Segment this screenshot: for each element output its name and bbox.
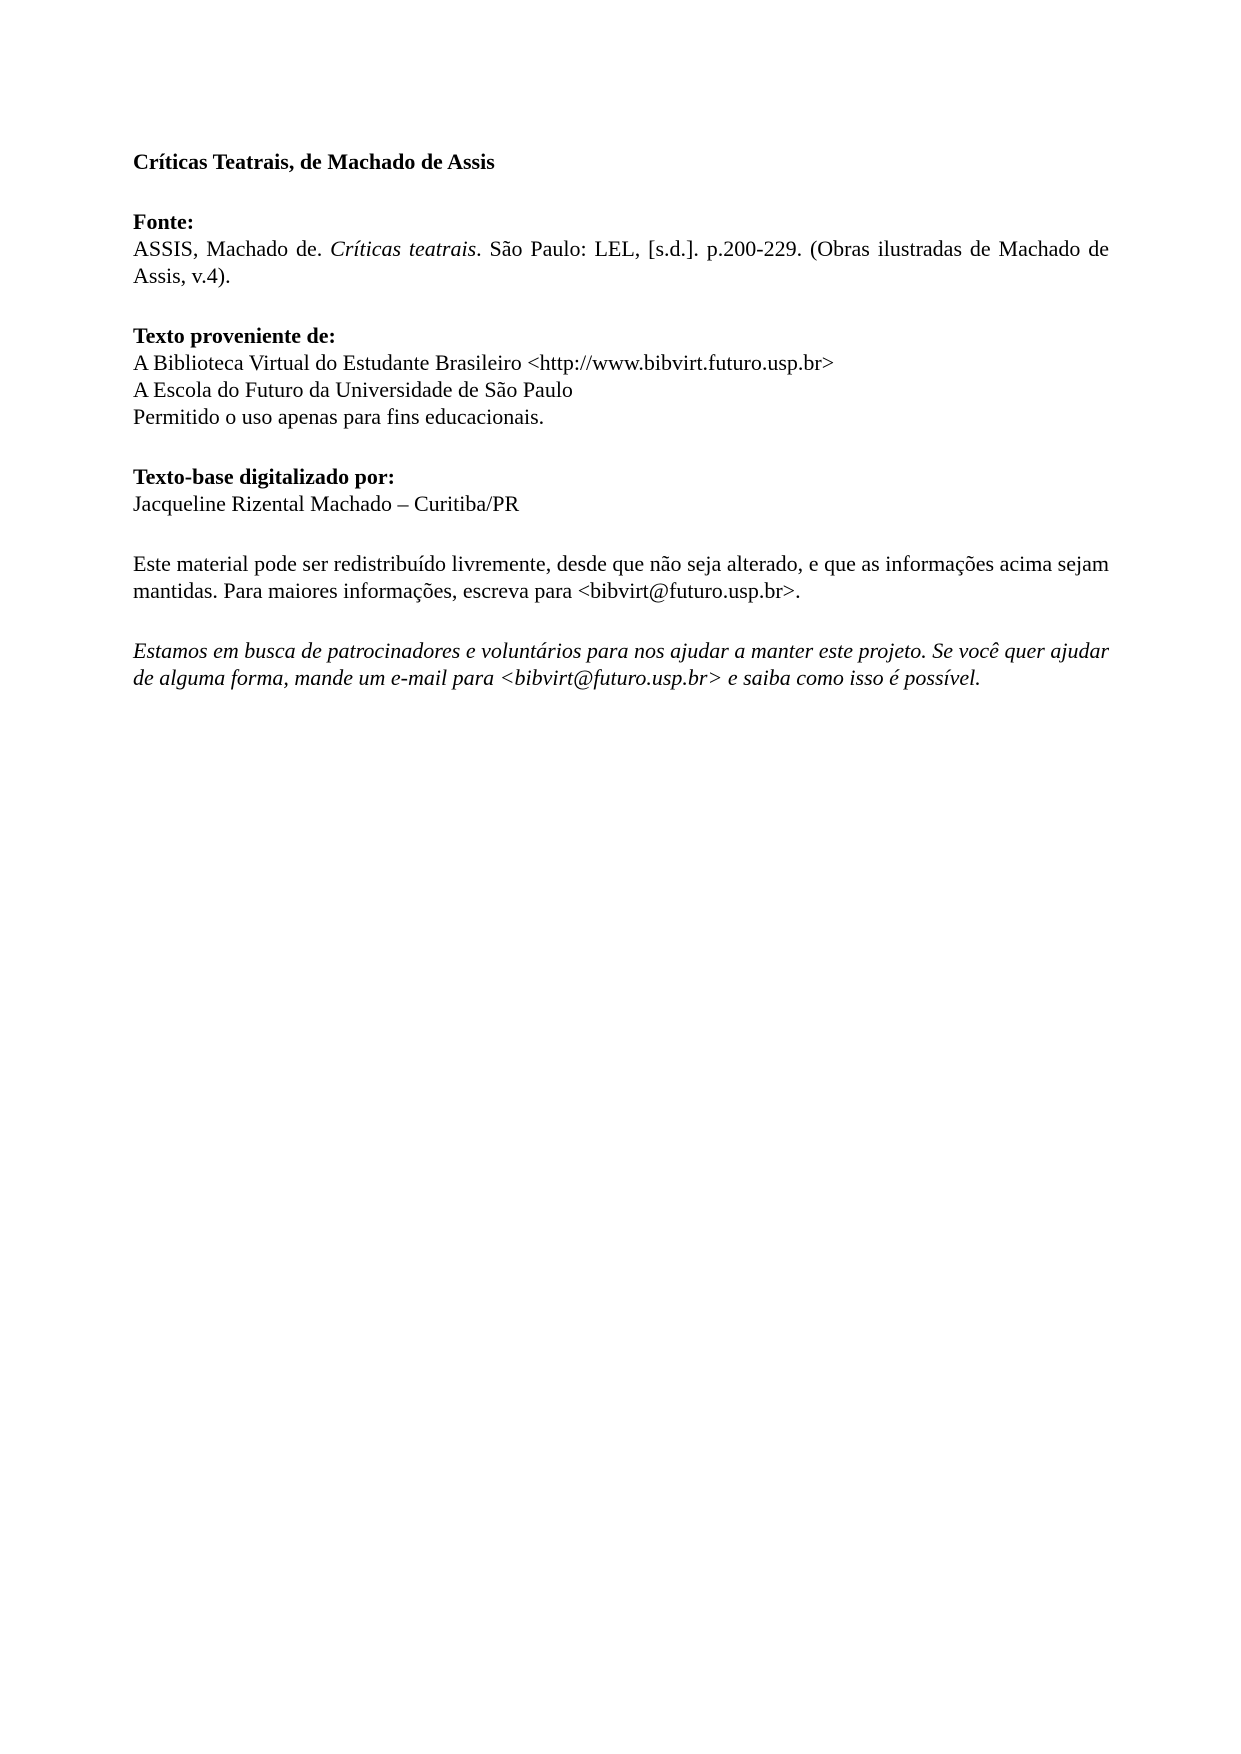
digitalizado-section (133, 463, 1109, 517)
document-content (133, 148, 1109, 724)
digitalizado-credit: Jacqueline Rizental Machado – Curitiba/PR (133, 491, 520, 516)
proveniente-line-escola: A Escola do Futuro da Universidade de São Paulo (133, 377, 573, 402)
redistribuicao-section (133, 550, 1109, 604)
proveniente-line-permitido: Permitido o uso apenas para fins educacionais. (133, 404, 545, 429)
proveniente-section (133, 322, 1109, 430)
redistribuicao-paragraph: Este material pode ser redistribuído livremente, desde que não seja alterado, e que as informações acima sejam mantidas. Para maiores informações, escreva para <bibvirt@futuro.usp.br>. (133, 551, 1109, 603)
digitalizado-heading: Texto-base digitalizado por: (133, 464, 395, 489)
fonte-heading: Fonte: (133, 209, 195, 234)
fonte-citation-prefix: ASSIS, Machado de. (133, 236, 331, 261)
title-block (133, 148, 1109, 175)
document-title: Críticas Teatrais, de Machado de Assis (133, 149, 495, 174)
proveniente-line-bibvirt: A Biblioteca Virtual do Estudante Brasileiro <http://www.bibvirt.futuro.usp.br> (133, 350, 835, 375)
fonte-citation (133, 235, 1109, 289)
patrocinio-section (133, 637, 1109, 691)
fonte-citation-book-title: Críticas teatrais (330, 236, 477, 261)
fonte-citation-suffix: . São Paulo: LEL, [s.d.]. p.200-229. (Obras ilustradas de Machado de Assis, v.4). (133, 236, 1109, 288)
proveniente-heading: Texto proveniente de: (133, 323, 336, 348)
patrocinio-paragraph: Estamos em busca de patrocinadores e voluntários para nos ajudar a manter este projeto. Se você quer ajudar de alguma forma, mande um e-mail para <bibvirt@futuro.usp.br> e saiba como isso é possível. (133, 638, 1109, 690)
fonte-section (133, 208, 1109, 289)
